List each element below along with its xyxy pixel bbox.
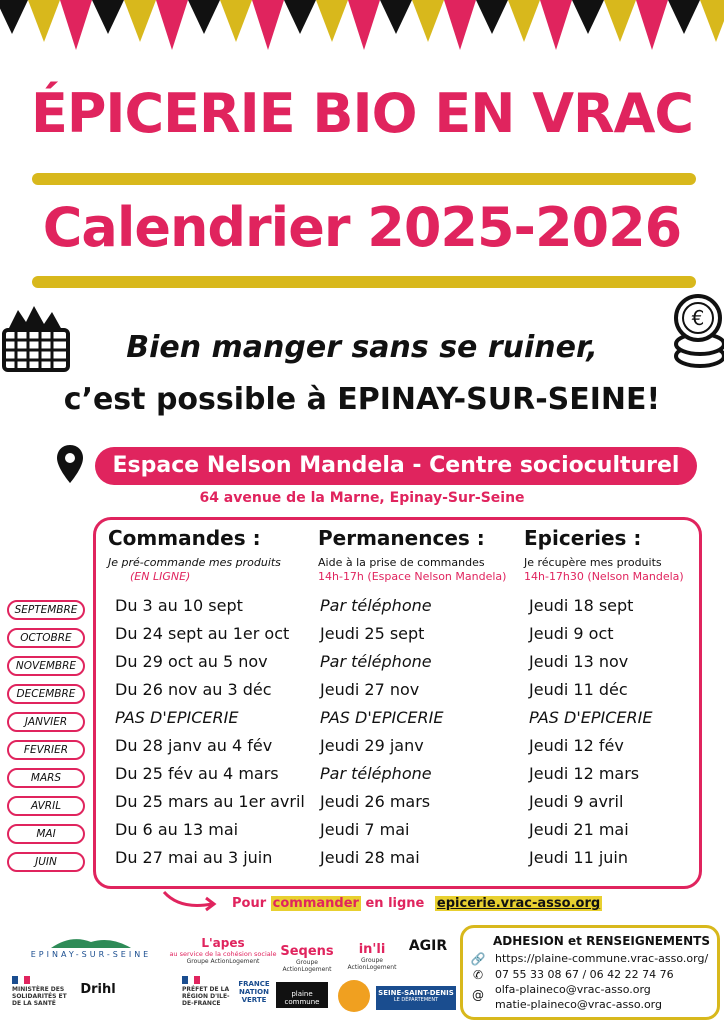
bunting-flag xyxy=(668,0,700,34)
divider-bar xyxy=(32,173,696,185)
bunting-flag xyxy=(60,0,92,50)
column-subtitle: Aide à la prise de commandes xyxy=(318,556,485,569)
bunting-flag xyxy=(540,0,572,50)
column-title: Epiceries : xyxy=(524,526,642,550)
month-pill: FEVRIER xyxy=(7,740,85,760)
partner-logos xyxy=(6,930,456,1020)
epicerie-cell: Jeudi 12 mars xyxy=(529,764,640,783)
tagline-line2: c’est possible à EPINAY-SUR-SEINE! xyxy=(63,382,661,417)
bunting-flag xyxy=(380,0,412,34)
seqens-label: Seqens xyxy=(280,944,334,959)
drihl-label: Drihl xyxy=(80,982,116,997)
bunting-flag xyxy=(572,0,604,34)
bunting-flag xyxy=(316,0,348,42)
plaine-label: plaine commune xyxy=(284,990,320,1006)
contact-title: ADHESION et RENSEIGNEMENTS xyxy=(493,934,710,948)
bunting-flag xyxy=(252,0,284,50)
bunting-decoration xyxy=(0,0,724,60)
bunting-flag xyxy=(444,0,476,50)
email-icon: @ xyxy=(472,988,484,1002)
order-online-line xyxy=(232,896,602,911)
epicerie-cell: Jeudi 21 mai xyxy=(529,820,629,839)
bunting-flag xyxy=(188,0,220,34)
svg-text:€: € xyxy=(691,306,705,330)
epicerie-cell: Jeudi 9 oct xyxy=(529,624,614,643)
permanence-cell: Jeudi 7 mai xyxy=(320,820,410,839)
bunting-flag xyxy=(156,0,188,50)
logo-badge xyxy=(338,980,370,1012)
ssd-label: SEINE-SAINT-DENIS xyxy=(378,989,454,997)
logo-ministere xyxy=(12,976,72,1007)
contact-url[interactable]: https://plaine-commune.vrac-asso.org/ xyxy=(495,952,709,965)
bunting-flag xyxy=(604,0,636,42)
month-pill: SEPTEMBRE xyxy=(7,600,85,620)
column-note: (EN LIGNE) xyxy=(130,570,191,583)
epicerie-cell: PAS D'EPICERIE xyxy=(529,708,653,727)
commande-cell: Du 27 mai au 3 juin xyxy=(115,848,273,867)
permanence-cell: Jeudi 27 nov xyxy=(320,680,420,699)
seqens-sub: Groupe ActionLogement xyxy=(282,959,332,973)
commande-cell: PAS D'EPICERIE xyxy=(115,708,239,727)
page-title: ÉPICERIE BIO EN VRAC xyxy=(30,82,694,145)
ssd-sub: LE DÉPARTEMENT xyxy=(393,997,439,1003)
column-subtitle: Je pré-commande mes produits xyxy=(108,556,281,569)
venue-banner: Espace Nelson Mandela - Centre socioculturel xyxy=(95,447,697,485)
ministere-label: MINISTÈRE DES SOLIDARITÉS ET DE LA SANTÉ xyxy=(12,986,67,1007)
month-pill: JANVIER xyxy=(7,712,85,732)
commande-cell: Du 24 sept au 1er oct xyxy=(115,624,290,643)
epicerie-cell: Jeudi 18 sept xyxy=(529,596,634,615)
logo-epinay xyxy=(16,934,166,959)
epicerie-cell: Jeudi 11 juin xyxy=(529,848,629,867)
bunting-flag xyxy=(284,0,316,34)
permanence-cell: Jeudi 29 janv xyxy=(320,736,424,755)
commande-cell: Du 3 au 10 sept xyxy=(115,596,243,615)
inli-label: in'li xyxy=(358,942,386,957)
permanence-cell: Par téléphone xyxy=(320,764,432,783)
epinay-label: EPINAY-SUR-SEINE xyxy=(30,950,152,959)
location-pin-icon xyxy=(55,443,85,485)
order-prefix: Pour xyxy=(232,896,267,911)
bunting-flag xyxy=(124,0,156,42)
france-nation-label: FRANCE NATION VERTE xyxy=(238,980,270,1004)
order-suffix: en ligne xyxy=(365,896,425,911)
epinay-hills-icon xyxy=(51,934,131,948)
column-title: Permanences : xyxy=(318,526,485,550)
bunting-flag xyxy=(476,0,508,34)
contact-box xyxy=(460,925,720,1020)
permanence-cell: PAS D'EPICERIE xyxy=(320,708,444,727)
contact-email-1[interactable]: olfa-plaineco@vrac-asso.org xyxy=(495,983,651,996)
logo-prefet-ile-de-france xyxy=(182,976,236,1007)
permanence-cell: Jeudi 28 mai xyxy=(320,848,420,867)
bunting-flag xyxy=(700,0,724,42)
divider-bar xyxy=(32,276,696,288)
flag-icon xyxy=(182,976,200,984)
contact-phone[interactable]: 07 55 33 08 67 / 06 42 22 74 76 xyxy=(495,968,674,981)
column-header-epiceries xyxy=(524,526,702,584)
bunting-flag xyxy=(636,0,668,50)
epicerie-cell: Jeudi 11 déc xyxy=(529,680,628,699)
flag-icon xyxy=(12,976,30,984)
logo-seine-saint-denis xyxy=(376,986,456,1010)
logo-plaine-commune xyxy=(276,982,328,1008)
month-pill: MAI xyxy=(7,824,85,844)
bunting-flag xyxy=(412,0,444,42)
venue-address: 64 avenue de la Marne, Epinay-Sur-Seine xyxy=(199,490,525,506)
phone-icon: ✆ xyxy=(472,968,484,982)
bunting-flag xyxy=(0,0,28,34)
permanence-cell: Par téléphone xyxy=(320,652,432,671)
prefet-label: PRÉFET DE LA RÉGION D'ILE-DE-FRANCE xyxy=(182,986,230,1007)
column-header-permanences xyxy=(318,526,523,584)
order-highlight: commander xyxy=(272,896,359,911)
logo-seqens xyxy=(274,944,340,973)
contact-email-2[interactable]: matie-plaineco@vrac-asso.org xyxy=(495,998,662,1011)
commande-cell: Du 28 janv au 4 fév xyxy=(115,736,273,755)
tagline-line1: Bien manger sans se ruiner, xyxy=(126,330,598,365)
month-pill: AVRIL xyxy=(7,796,85,816)
column-subtitle: Je récupère mes produits xyxy=(524,556,662,569)
commande-cell: Du 25 fév au 4 mars xyxy=(115,764,279,783)
month-pill: DECEMBRE xyxy=(7,684,85,704)
link-icon: 🔗 xyxy=(470,952,486,966)
column-note: 14h-17h (Espace Nelson Mandela) xyxy=(318,570,507,583)
epicerie-cell: Jeudi 9 avril xyxy=(529,792,624,811)
order-link[interactable]: epicerie.vrac-asso.org xyxy=(436,896,601,911)
month-pill: NOVEMBRE xyxy=(7,656,85,676)
bunting-flag xyxy=(220,0,252,42)
commande-cell: Du 6 au 13 mai xyxy=(115,820,239,839)
page-subtitle: Calendrier 2025-2026 xyxy=(42,196,682,259)
permanence-cell: Jeudi 25 sept xyxy=(320,624,425,643)
permanence-cell: Par téléphone xyxy=(320,596,432,615)
epicerie-cell: Jeudi 12 fév xyxy=(529,736,624,755)
commande-cell: Du 25 mars au 1er avril xyxy=(115,792,305,811)
bunting-flag xyxy=(348,0,380,50)
logo-france-nation-verte xyxy=(236,980,272,1004)
month-pill: JUIN xyxy=(7,852,85,872)
logo-lapes xyxy=(168,936,278,965)
lapes-sub: au service de la cohésion sociale xyxy=(169,950,277,958)
agir-label: AGIR xyxy=(408,938,448,954)
logo-drihl xyxy=(70,982,126,997)
commande-cell: Du 26 nov au 3 déc xyxy=(115,680,272,699)
permanence-cell: Jeudi 26 mars xyxy=(320,792,431,811)
logo-agir xyxy=(408,938,448,966)
lapes-group: Groupe ActionLogement xyxy=(186,958,260,965)
month-pill: OCTOBRE xyxy=(7,628,85,648)
lapes-label: L'apes xyxy=(201,936,245,950)
inli-sub: Groupe ActionLogement xyxy=(347,957,397,971)
bunting-flag xyxy=(508,0,540,42)
bunting-flag xyxy=(28,0,60,42)
column-note: 14h-17h30 (Nelson Mandela) xyxy=(524,570,684,583)
epicerie-cell: Jeudi 13 nov xyxy=(529,652,629,671)
commande-cell: Du 29 oct au 5 nov xyxy=(115,652,268,671)
column-title: Commandes : xyxy=(108,526,261,550)
month-pill: MARS xyxy=(7,768,85,788)
column-header-commandes xyxy=(108,526,314,584)
bunting-flag xyxy=(92,0,124,34)
logo-inli xyxy=(342,942,402,971)
arrow-icon xyxy=(160,888,220,916)
